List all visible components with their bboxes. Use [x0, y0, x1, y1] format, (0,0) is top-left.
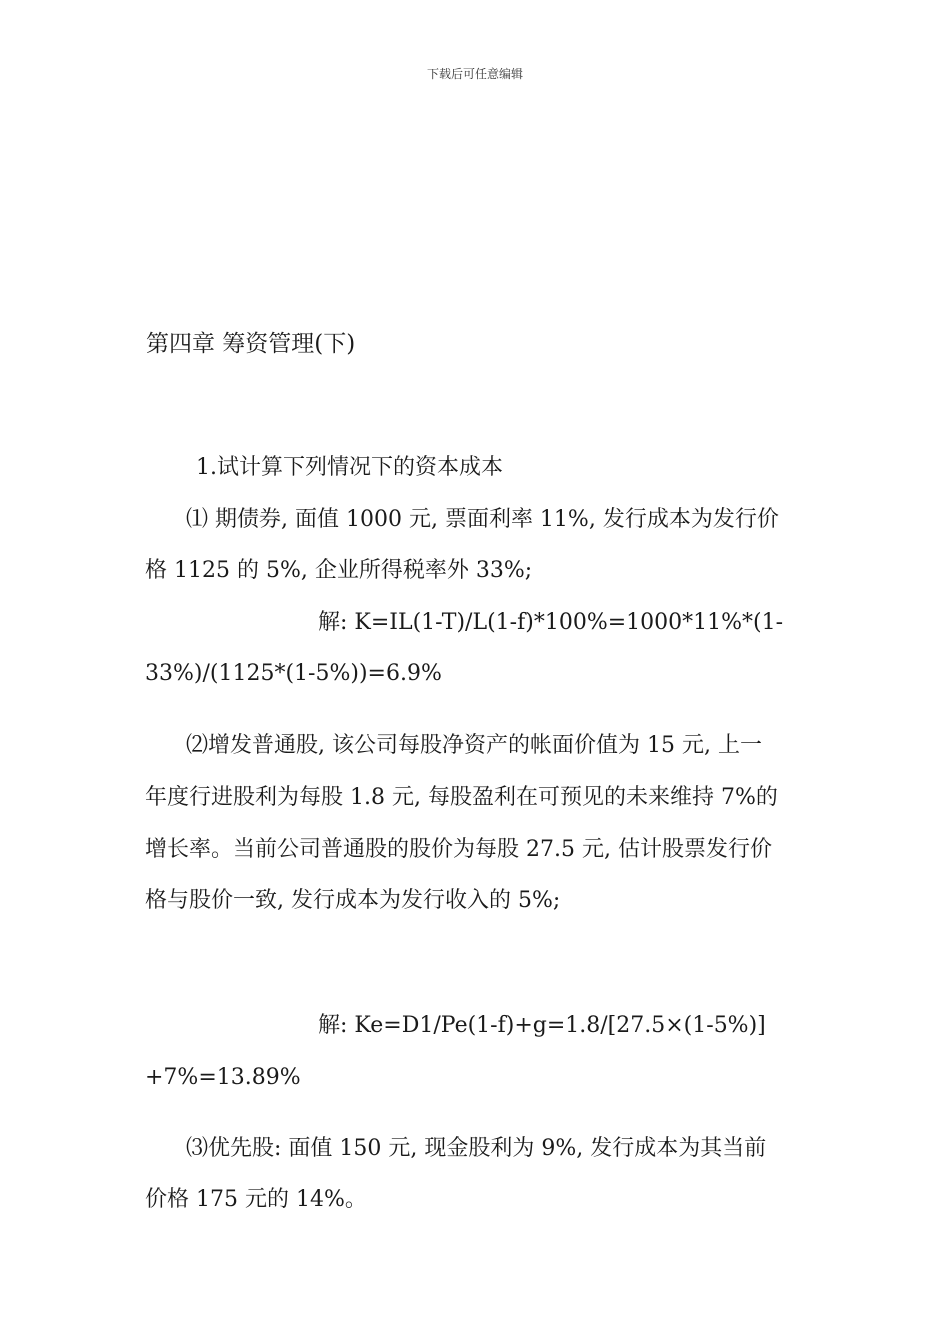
part3-line1: ⑶优先股: 面值 150 元, 现金股利为 9%, 发行成本为其当前	[186, 1136, 767, 1161]
part1-solution-line1: 解: K=IL(1-T)/L(1-f)*100%=1000*11%*(1-	[318, 610, 784, 635]
chapter-title: 第四章 筹资管理(下)	[146, 331, 356, 357]
part2-line3: 增长率。当前公司普通股的股价为每股 27.5 元, 估计股票发行价	[145, 837, 772, 862]
part2-line2: 年度行进股利为每股 1.8 元, 每股盈利在可预见的未来维持 7%的	[145, 785, 778, 810]
part1-line1: ⑴ 期债券, 面值 1000 元, 票面利率 11%, 发行成本为发行价	[186, 507, 779, 532]
header-note: 下载后可任意编辑	[426, 67, 523, 81]
part2-line1: ⑵增发普通股, 该公司每股净资产的帐面价值为 15 元, 上一	[186, 733, 762, 758]
part3-line2: 价格 175 元的 14%。	[145, 1187, 367, 1212]
part2-solution-line2: +7%=13.89%	[145, 1065, 301, 1090]
part2-solution-line1: 解: Ke=D1/Pe(1-f)+g=1.8/[27.5×(1-5%)]	[318, 1013, 766, 1038]
part1-line2: 格 1125 的 5%, 企业所得税率外 33%;	[145, 558, 533, 583]
part1-solution-line2: 33%)/(1125*(1-5%))=6.9%	[145, 661, 442, 686]
part2-line4: 格与股价一致, 发行成本为发行收入的 5%;	[145, 888, 561, 913]
question-heading: 1.试计算下列情况下的资本成本	[196, 455, 503, 480]
